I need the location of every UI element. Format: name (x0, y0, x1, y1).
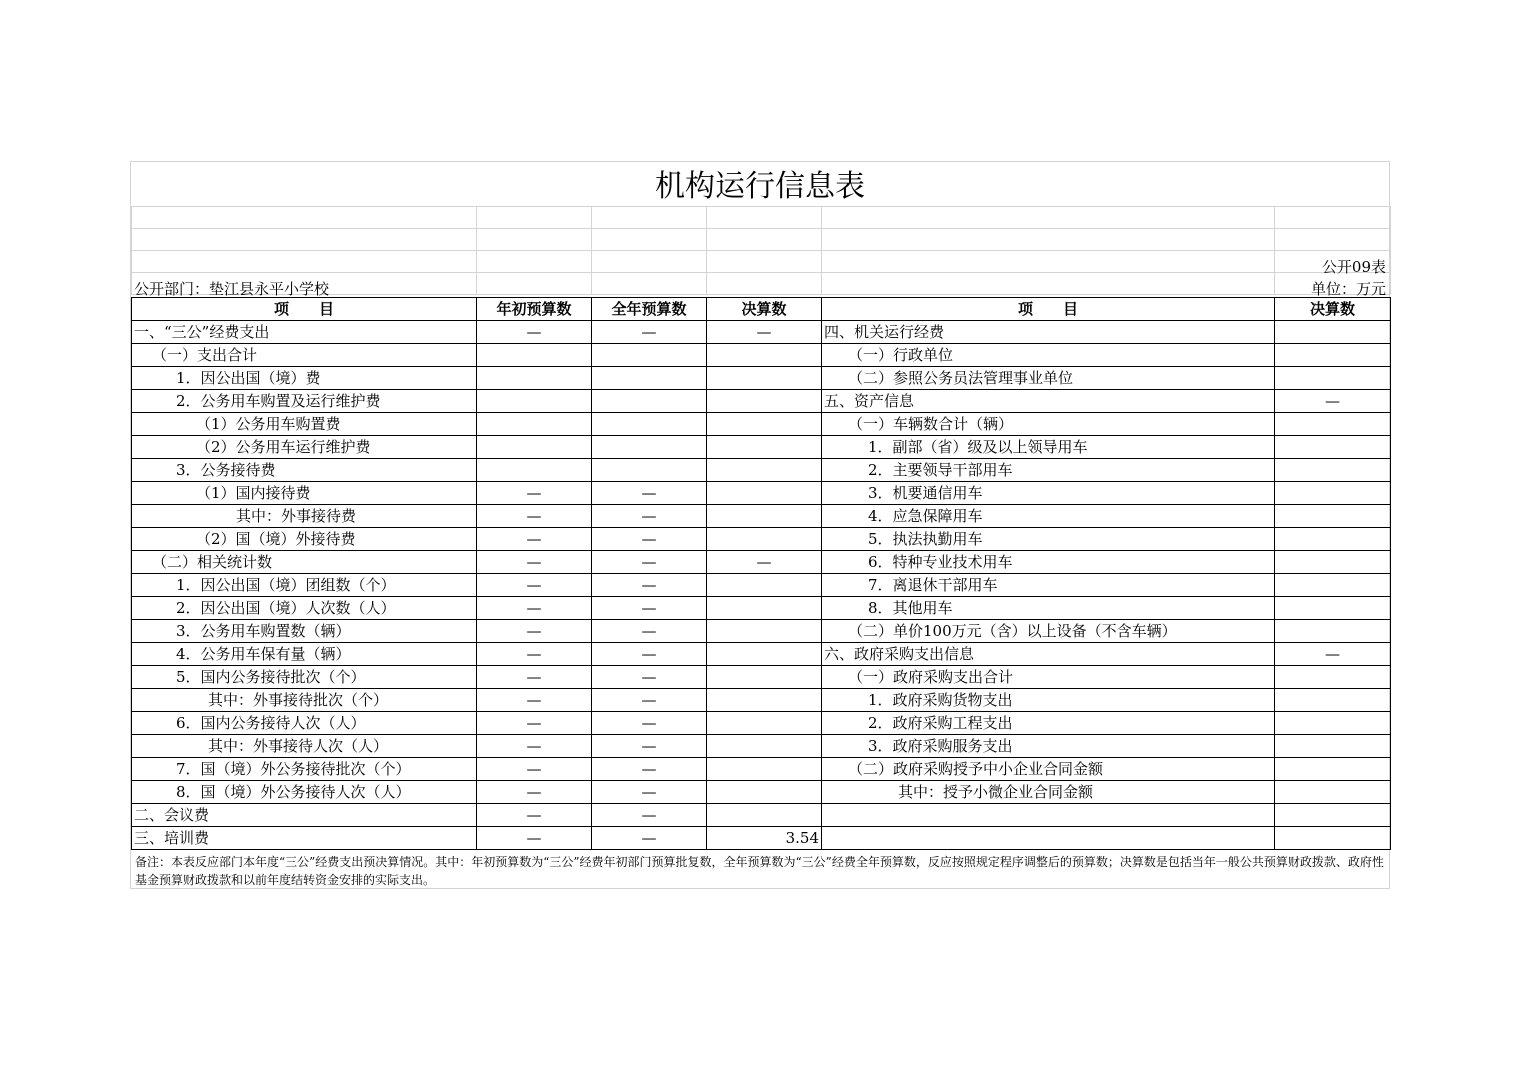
table-row (132, 505, 1391, 528)
right-final-cell (1275, 528, 1391, 551)
left-item-label: （1）国内接待费 (132, 482, 477, 505)
right-final-cell: — (1275, 643, 1391, 666)
table-row (132, 643, 1391, 666)
table-row (132, 735, 1391, 758)
left-item-label: 一、“三公”经费支出 (132, 321, 477, 344)
final-cell: 3.54 (707, 827, 822, 850)
initial-budget-cell: — (477, 482, 592, 505)
annual-budget-cell: — (592, 735, 707, 758)
final-cell (707, 505, 822, 528)
final-cell (707, 413, 822, 436)
final-cell (707, 574, 822, 597)
footnote: 备注：本表反应部门本年度“三公”经费支出预决算情况。其中：年初预算数为“三公”经费年初部门预算批复数，全年预算数为“三公”经费全年预算数，反应按照规定程序调整后的预算数；决算数是包括当年一般公共预算财政拨款、政府性基金预算财政拨款和以前年度结转资金安排的实际支出。 (135, 855, 1384, 887)
left-item-label: （2）公务用车运行维护费 (132, 436, 477, 459)
final-cell (707, 758, 822, 781)
final-cell (707, 390, 822, 413)
right-final-cell (1275, 574, 1391, 597)
annual-budget-cell: — (592, 643, 707, 666)
right-item-label: （一）车辆数合计（辆） (822, 413, 1275, 436)
annual-budget-cell: — (592, 321, 707, 344)
right-final-cell (1275, 597, 1391, 620)
left-item-label: （1）公务用车购置费 (132, 413, 477, 436)
table-row (132, 413, 1391, 436)
table-row (132, 620, 1391, 643)
annual-budget-cell: — (592, 620, 707, 643)
initial-budget-cell: — (477, 643, 592, 666)
right-item-label (822, 827, 1275, 850)
annual-budget-cell: — (592, 574, 707, 597)
right-item-label: 6．特种专业技术用车 (822, 551, 1275, 574)
right-final-cell (1275, 804, 1391, 827)
final-cell (707, 367, 822, 390)
right-final-cell (1275, 459, 1391, 482)
annual-budget-cell: — (592, 505, 707, 528)
initial-budget-cell: — (477, 597, 592, 620)
final-cell (707, 528, 822, 551)
annual-budget-cell (592, 344, 707, 367)
final-cell (707, 436, 822, 459)
right-final-cell (1275, 436, 1391, 459)
table-row (132, 321, 1391, 344)
annual-budget-cell (592, 436, 707, 459)
left-item-label: 3．公务接待费 (132, 459, 477, 482)
annual-budget-cell: — (592, 551, 707, 574)
left-item-label: 其中：外事接待费 (132, 505, 477, 528)
info-table (131, 297, 1391, 850)
initial-budget-cell (477, 436, 592, 459)
left-item-label: 1．因公出国（境）团组数（个） (132, 574, 477, 597)
table-row (132, 574, 1391, 597)
right-final-cell (1275, 827, 1391, 850)
left-item-label: 三、培训费 (132, 827, 477, 850)
left-item-label: （2）国（境）外接待费 (132, 528, 477, 551)
annual-budget-cell: — (592, 689, 707, 712)
initial-budget-cell: — (477, 758, 592, 781)
right-final-cell (1275, 735, 1391, 758)
table-row (132, 344, 1391, 367)
department-label: 公开部门：垫江县永平小学校 (134, 280, 330, 298)
right-item-label (822, 804, 1275, 827)
annual-budget-cell: — (592, 482, 707, 505)
right-item-label: 五、资产信息 (822, 390, 1275, 413)
final-cell (707, 344, 822, 367)
left-item-label: 6．国内公务接待人次（人） (132, 712, 477, 735)
left-item-label: 2．公务用车购置及运行维护费 (132, 390, 477, 413)
right-item-label: （一）行政单位 (822, 344, 1275, 367)
right-final-cell (1275, 344, 1391, 367)
table-row (132, 459, 1391, 482)
final-cell: — (707, 321, 822, 344)
table-row (132, 597, 1391, 620)
annual-budget-cell: — (592, 597, 707, 620)
annual-budget-cell: — (592, 712, 707, 735)
left-item-label: 其中：外事接待人次（人） (132, 735, 477, 758)
right-final-cell (1275, 712, 1391, 735)
page-title: 机构运行信息表 (655, 169, 865, 204)
final-cell (707, 666, 822, 689)
table-row (132, 666, 1391, 689)
initial-budget-cell (477, 459, 592, 482)
right-item-label: 六、政府采购支出信息 (822, 643, 1275, 666)
right-item-label: 2．政府采购工程支出 (822, 712, 1275, 735)
right-final-cell (1275, 321, 1391, 344)
right-final-cell (1275, 413, 1391, 436)
final-cell (707, 482, 822, 505)
right-item-label: （二）单价100万元（含）以上设备（不含车辆） (822, 620, 1275, 643)
table-row (132, 528, 1391, 551)
right-final-cell (1275, 367, 1391, 390)
left-item-label: 2．因公出国（境）人次数（人） (132, 597, 477, 620)
initial-budget-cell: — (477, 735, 592, 758)
annual-budget-cell: — (592, 758, 707, 781)
final-cell (707, 643, 822, 666)
initial-budget-cell: — (477, 321, 592, 344)
table-row (132, 804, 1391, 827)
initial-budget-cell: — (477, 666, 592, 689)
left-item-label: 8．国（境）外公务接待人次（人） (132, 781, 477, 804)
right-final-cell (1275, 505, 1391, 528)
right-item-label: 7．离退休干部用车 (822, 574, 1275, 597)
final-cell: — (707, 551, 822, 574)
final-cell (707, 597, 822, 620)
table-row (132, 781, 1391, 804)
right-item-label: 8．其他用车 (822, 597, 1275, 620)
right-item-label: 四、机关运行经费 (822, 321, 1275, 344)
final-cell (707, 712, 822, 735)
table-row (132, 712, 1391, 735)
initial-budget-cell: — (477, 505, 592, 528)
left-item-label: （一）支出合计 (132, 344, 477, 367)
annual-budget-cell (592, 413, 707, 436)
initial-budget-cell: — (477, 528, 592, 551)
right-item-label: 1．政府采购货物支出 (822, 689, 1275, 712)
header-final: 决算数 (707, 298, 822, 321)
right-item-label: （一）政府采购支出合计 (822, 666, 1275, 689)
initial-budget-cell (477, 390, 592, 413)
initial-budget-cell (477, 367, 592, 390)
final-cell (707, 781, 822, 804)
table-row (132, 436, 1391, 459)
table-row (132, 758, 1391, 781)
header-annual-budget: 全年预算数 (592, 298, 707, 321)
initial-budget-cell: — (477, 620, 592, 643)
table-header-row (132, 298, 1391, 321)
right-item-label: （二）政府采购授予中小企业合同金额 (822, 758, 1275, 781)
initial-budget-cell: — (477, 712, 592, 735)
annual-budget-cell: — (592, 666, 707, 689)
table-row (132, 482, 1391, 505)
left-item-label: 1．因公出国（境）费 (132, 367, 477, 390)
header-item: 项 目 (132, 298, 477, 321)
table-row (132, 827, 1391, 850)
right-final-cell (1275, 551, 1391, 574)
initial-budget-cell: — (477, 551, 592, 574)
initial-budget-cell (477, 413, 592, 436)
left-item-label: （二）相关统计数 (132, 551, 477, 574)
left-item-label: 4．公务用车保有量（辆） (132, 643, 477, 666)
final-cell (707, 735, 822, 758)
annual-budget-cell: — (592, 528, 707, 551)
left-item-label: 7．国（境）外公务接待批次（个） (132, 758, 477, 781)
right-item-label: 其中：授予小微企业合同金额 (822, 781, 1275, 804)
left-item-label: 5．国内公务接待批次（个） (132, 666, 477, 689)
table-code: 公开09表 (1321, 258, 1386, 276)
final-cell (707, 620, 822, 643)
annual-budget-cell (592, 390, 707, 413)
annual-budget-cell (592, 367, 707, 390)
initial-budget-cell: — (477, 781, 592, 804)
initial-budget-cell: — (477, 804, 592, 827)
table-row (132, 390, 1391, 413)
left-item-label: 3．公务用车购置数（辆） (132, 620, 477, 643)
right-final-cell (1275, 689, 1391, 712)
header-initial-budget: 年初预算数 (477, 298, 592, 321)
table-row (132, 689, 1391, 712)
right-final-cell (1275, 482, 1391, 505)
left-item-label: 其中：外事接待批次（个） (132, 689, 477, 712)
right-item-label: 3．机要通信用车 (822, 482, 1275, 505)
right-item-label: （二）参照公务员法管理事业单位 (822, 367, 1275, 390)
annual-budget-cell: — (592, 804, 707, 827)
right-item-label: 4．应急保障用车 (822, 505, 1275, 528)
right-final-cell (1275, 666, 1391, 689)
right-item-label: 2．主要领导干部用车 (822, 459, 1275, 482)
initial-budget-cell: — (477, 827, 592, 850)
right-item-label: 3．政府采购服务支出 (822, 735, 1275, 758)
final-cell (707, 459, 822, 482)
right-final-cell: — (1275, 390, 1391, 413)
initial-budget-cell: — (477, 689, 592, 712)
annual-budget-cell: — (592, 781, 707, 804)
final-cell (707, 689, 822, 712)
final-cell (707, 804, 822, 827)
header-item-right: 项 目 (822, 298, 1275, 321)
right-final-cell (1275, 620, 1391, 643)
right-final-cell (1275, 781, 1391, 804)
spreadsheet-page (130, 161, 1390, 889)
table-row (132, 367, 1391, 390)
annual-budget-cell: — (592, 827, 707, 850)
right-final-cell (1275, 758, 1391, 781)
annual-budget-cell (592, 459, 707, 482)
header-final-right: 决算数 (1275, 298, 1391, 321)
initial-budget-cell: — (477, 574, 592, 597)
right-item-label: 1．副部（省）级及以上领导用车 (822, 436, 1275, 459)
left-item-label: 二、会议费 (132, 804, 477, 827)
initial-budget-cell (477, 344, 592, 367)
table-row (132, 551, 1391, 574)
unit-label: 单位：万元 (1310, 280, 1386, 298)
right-item-label: 5．执法执勤用车 (822, 528, 1275, 551)
